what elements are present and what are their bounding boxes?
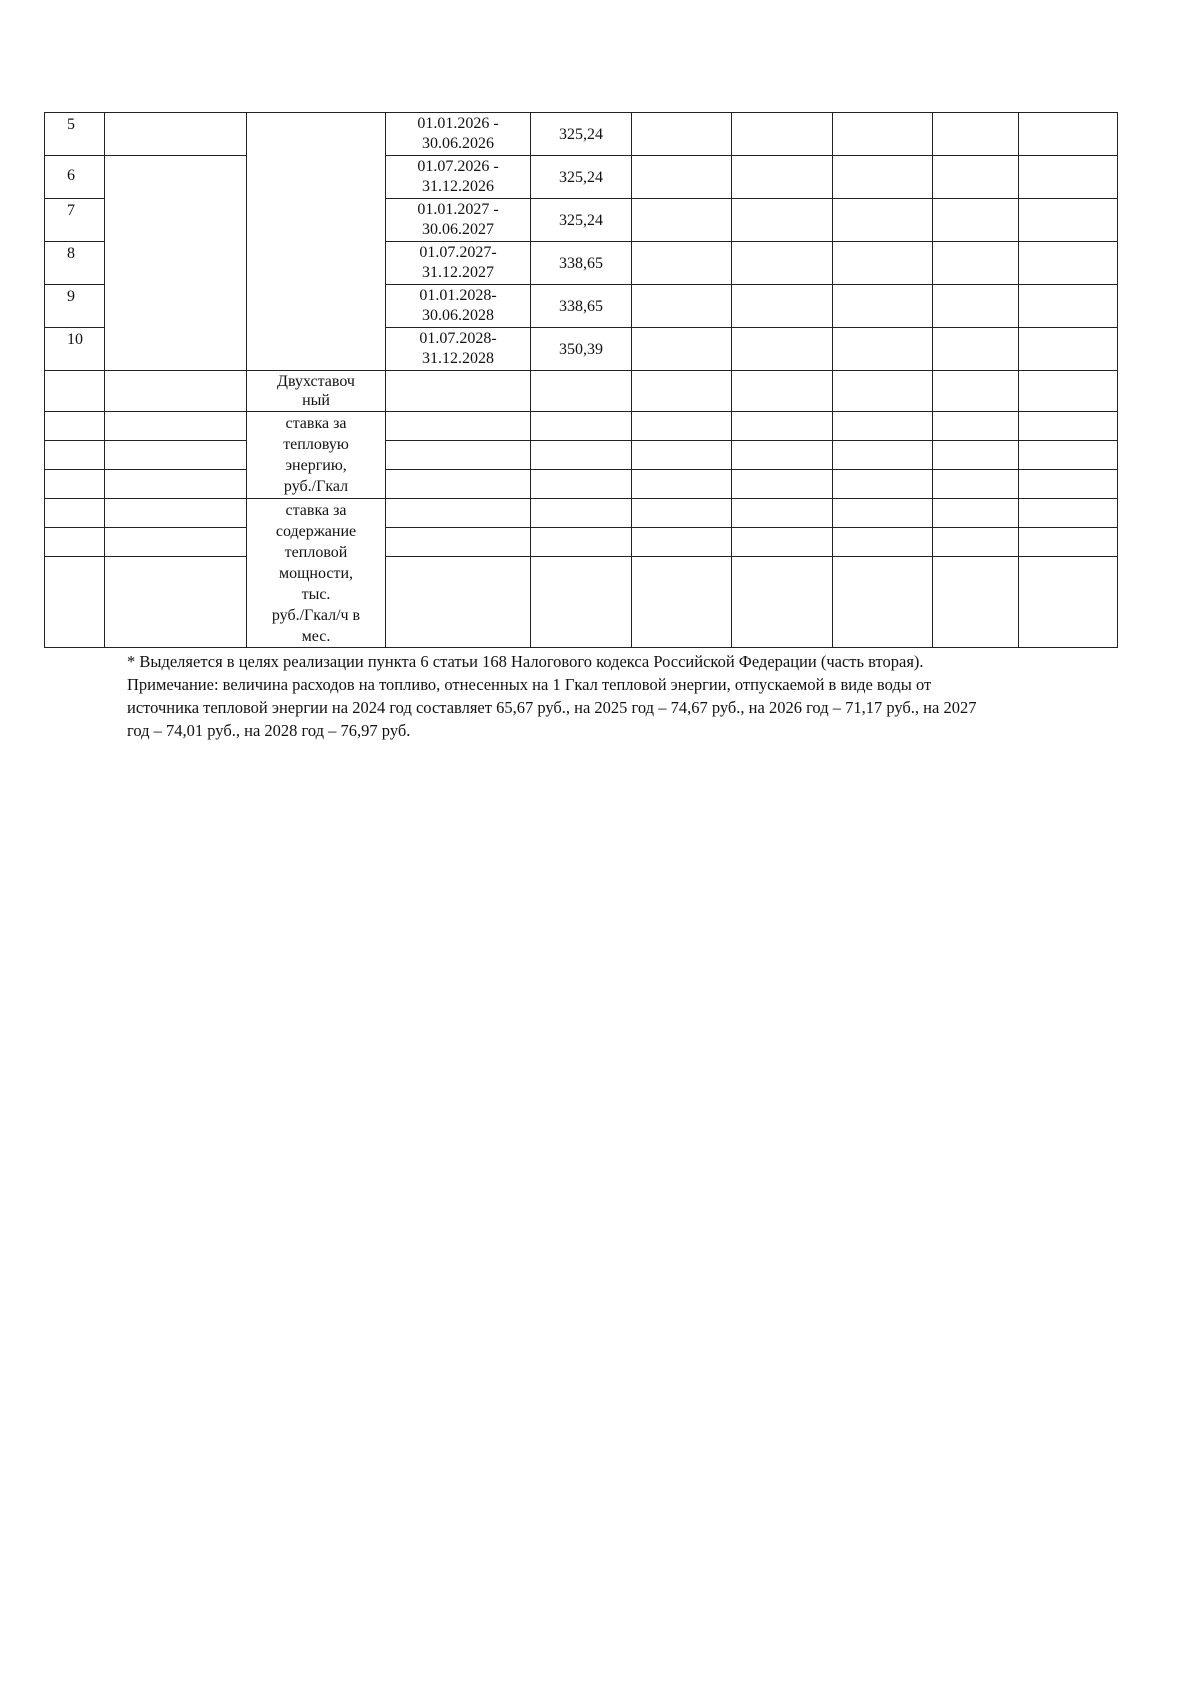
period-end: 31.12.2028 <box>422 350 494 367</box>
empty-cell <box>732 412 833 441</box>
period-cell <box>386 328 531 371</box>
tariff-value: 325,24 <box>531 199 632 242</box>
empty-cell <box>105 156 247 371</box>
empty-cell <box>386 371 531 412</box>
empty-cell <box>833 328 933 371</box>
table-row <box>45 371 1118 412</box>
capacity-rate-line: руб./Гкал/ч в <box>271 607 361 624</box>
table-row <box>45 470 1118 499</box>
empty-cell <box>833 371 933 412</box>
empty-cell <box>833 441 933 470</box>
empty-cell <box>732 328 833 371</box>
empty-cell <box>105 371 247 412</box>
empty-cell <box>45 441 105 470</box>
empty-cell <box>1019 528 1118 557</box>
empty-cell <box>632 113 732 156</box>
remark-line: год – 74,01 руб., на 2028 год – 76,97 руб. <box>127 721 411 740</box>
empty-cell <box>386 470 531 499</box>
empty-cell <box>632 199 732 242</box>
empty-cell <box>933 285 1019 328</box>
empty-cell <box>732 441 833 470</box>
capacity-rate-line: ставка за <box>285 502 347 519</box>
empty-cell <box>45 557 105 648</box>
empty-cell <box>732 156 833 199</box>
empty-cell <box>1019 156 1118 199</box>
row-number: 5 <box>45 113 105 156</box>
empty-cell <box>632 441 732 470</box>
period-cell <box>386 285 531 328</box>
empty-cell <box>1019 557 1118 648</box>
empty-cell <box>1019 371 1118 412</box>
empty-cell <box>933 441 1019 470</box>
empty-cell <box>833 242 933 285</box>
empty-cell <box>933 499 1019 528</box>
tariff-value: 325,24 <box>531 156 632 199</box>
empty-cell <box>833 113 933 156</box>
empty-cell <box>632 528 732 557</box>
empty-cell <box>632 557 732 648</box>
empty-cell <box>933 528 1019 557</box>
empty-cell <box>833 285 933 328</box>
period-end: 30.06.2028 <box>422 307 494 324</box>
empty-cell <box>632 470 732 499</box>
period-start: 01.01.2026 - <box>417 115 499 132</box>
period-cell <box>386 156 531 199</box>
capacity-rate-label <box>247 499 386 648</box>
empty-cell <box>833 499 933 528</box>
two-part-tariff-label <box>247 371 386 412</box>
tariff-value: 338,65 <box>531 285 632 328</box>
remark <box>127 673 1087 742</box>
remark-line: источника тепловой энергии на 2024 год составляет 65,67 руб., на 2025 год – 74,67 руб., на 2026 год – 71,17 руб., на 2027 <box>127 698 977 717</box>
energy-rate-line: руб./Гкал <box>283 478 349 495</box>
energy-rate-label <box>247 412 386 499</box>
capacity-rate-line: тепловой <box>284 544 348 561</box>
period-cell <box>386 242 531 285</box>
period-cell <box>386 199 531 242</box>
empty-cell <box>1019 199 1118 242</box>
empty-cell <box>386 528 531 557</box>
empty-cell <box>732 285 833 328</box>
row-number: 10 <box>45 328 105 371</box>
empty-cell <box>45 499 105 528</box>
period-start: 01.01.2028- <box>419 287 497 304</box>
empty-cell <box>632 285 732 328</box>
empty-cell <box>531 441 632 470</box>
empty-cell <box>1019 499 1118 528</box>
empty-cell <box>105 441 247 470</box>
period-end: 30.06.2026 <box>422 135 494 152</box>
table-row <box>45 156 1118 199</box>
two-part-label-line: Двухставоч <box>277 373 355 390</box>
notes-block <box>127 650 1087 742</box>
row-number: 9 <box>45 285 105 328</box>
empty-cell <box>45 528 105 557</box>
table-row <box>45 528 1118 557</box>
empty-cell <box>732 371 833 412</box>
empty-cell <box>386 499 531 528</box>
empty-cell <box>1019 285 1118 328</box>
empty-cell <box>632 156 732 199</box>
table-row <box>45 557 1118 648</box>
empty-cell <box>833 557 933 648</box>
capacity-rate-line: мес. <box>301 628 331 645</box>
table-row <box>45 412 1118 441</box>
empty-cell <box>247 113 386 371</box>
period-cell <box>386 113 531 156</box>
empty-cell <box>105 470 247 499</box>
empty-cell <box>386 412 531 441</box>
remark-line: Примечание: величина расходов на топливо, отнесенных на 1 Гкал тепловой энергии, отпускаемой в виде воды от <box>127 675 932 694</box>
empty-cell <box>933 113 1019 156</box>
row-number: 6 <box>45 156 105 199</box>
tariff-value: 325,24 <box>531 113 632 156</box>
period-start: 01.07.2027- <box>419 244 497 261</box>
capacity-rate-line: тыс. <box>301 586 331 603</box>
empty-cell <box>632 328 732 371</box>
empty-cell <box>933 199 1019 242</box>
empty-cell <box>1019 470 1118 499</box>
two-part-label-line: ный <box>302 392 330 409</box>
energy-rate-line: тепловую <box>283 436 349 453</box>
empty-cell <box>1019 113 1118 156</box>
empty-cell <box>105 499 247 528</box>
table-row <box>45 499 1118 528</box>
empty-cell <box>632 412 732 441</box>
empty-cell <box>632 242 732 285</box>
capacity-rate-line: мощности, <box>278 565 354 582</box>
empty-cell <box>933 412 1019 441</box>
empty-cell <box>732 199 833 242</box>
empty-cell <box>933 242 1019 285</box>
empty-cell <box>732 242 833 285</box>
empty-cell <box>531 528 632 557</box>
period-end: 31.12.2026 <box>422 178 494 195</box>
energy-rate-line: ставка за <box>285 415 347 432</box>
empty-cell <box>1019 441 1118 470</box>
empty-cell <box>105 113 247 156</box>
period-end: 30.06.2027 <box>422 221 494 238</box>
energy-rate-line: энергию, <box>285 457 347 474</box>
empty-cell <box>632 499 732 528</box>
empty-cell <box>632 371 732 412</box>
empty-cell <box>732 113 833 156</box>
empty-cell <box>45 371 105 412</box>
empty-cell <box>45 470 105 499</box>
empty-cell <box>732 557 833 648</box>
period-start: 01.07.2026 - <box>417 158 499 175</box>
empty-cell <box>833 528 933 557</box>
capacity-rate-line: содержание <box>275 523 357 540</box>
empty-cell <box>531 499 632 528</box>
empty-cell <box>933 470 1019 499</box>
empty-cell <box>1019 328 1118 371</box>
period-end: 31.12.2027 <box>422 264 494 281</box>
empty-cell <box>531 557 632 648</box>
empty-cell <box>833 199 933 242</box>
empty-cell <box>531 470 632 499</box>
tariff-value: 350,39 <box>531 328 632 371</box>
footnote: * Выделяется в целях реализации пункта 6 статьи 168 Налогового кодекса Российской Федерации (часть вторая). <box>127 652 924 671</box>
empty-cell <box>732 470 833 499</box>
empty-cell <box>45 412 105 441</box>
period-start: 01.01.2027 - <box>417 201 499 218</box>
period-start: 01.07.2028- <box>419 330 497 347</box>
row-number: 8 <box>45 242 105 285</box>
empty-cell <box>732 528 833 557</box>
empty-cell <box>933 156 1019 199</box>
empty-cell <box>933 328 1019 371</box>
empty-cell <box>105 412 247 441</box>
empty-cell <box>1019 412 1118 441</box>
empty-cell <box>833 156 933 199</box>
empty-cell <box>105 557 247 648</box>
empty-cell <box>386 557 531 648</box>
empty-cell <box>1019 242 1118 285</box>
empty-cell <box>933 557 1019 648</box>
table-row <box>45 441 1118 470</box>
empty-cell <box>386 441 531 470</box>
tariff-table <box>44 112 1118 648</box>
empty-cell <box>531 412 632 441</box>
empty-cell <box>732 499 833 528</box>
row-number: 7 <box>45 199 105 242</box>
empty-cell <box>933 371 1019 412</box>
empty-cell <box>105 528 247 557</box>
table-row <box>45 113 1118 156</box>
empty-cell <box>833 470 933 499</box>
tariff-value: 338,65 <box>531 242 632 285</box>
empty-cell <box>531 371 632 412</box>
empty-cell <box>833 412 933 441</box>
